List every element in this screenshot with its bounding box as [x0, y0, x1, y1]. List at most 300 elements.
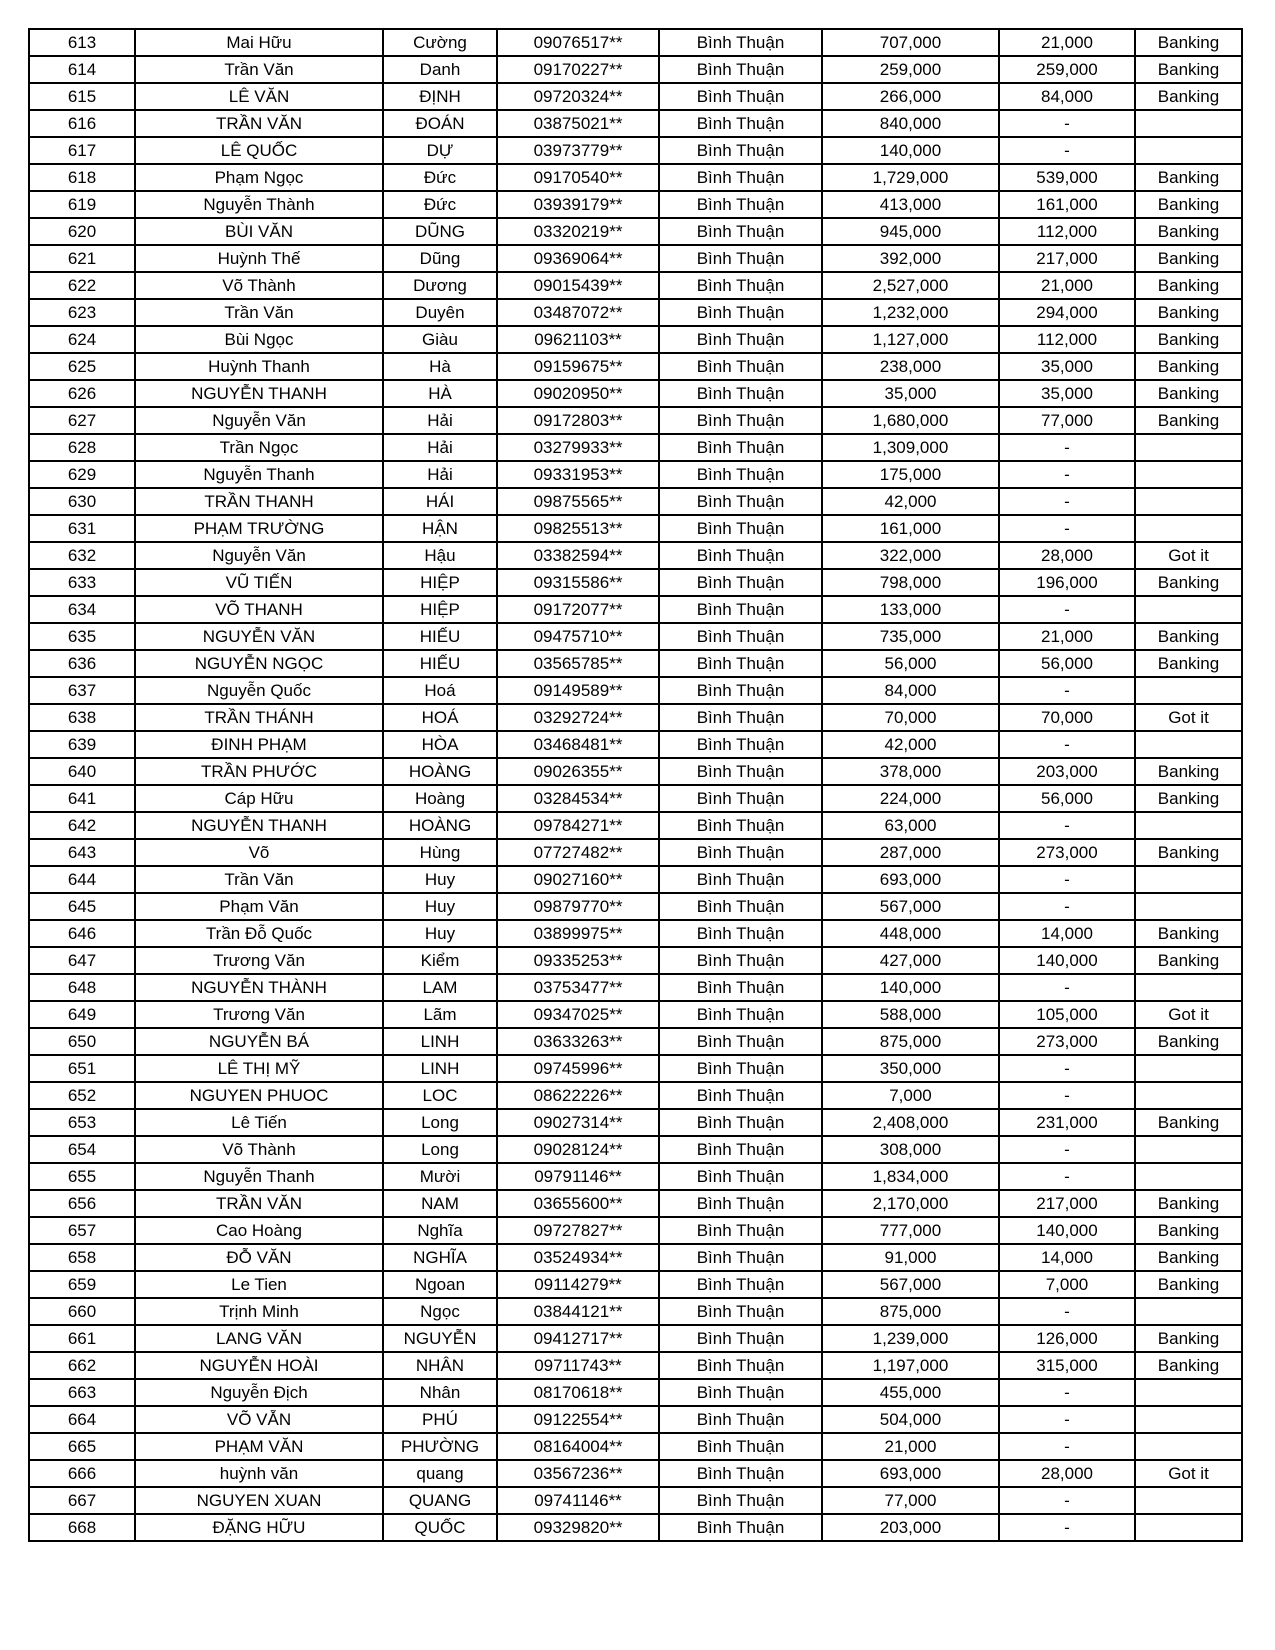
cell-phone: 09331953** — [497, 461, 659, 488]
cell-first-name: Nguyễn Văn — [135, 542, 383, 569]
cell-last-name: ĐỊNH — [383, 83, 497, 110]
cell-row-number: 663 — [29, 1379, 135, 1406]
cell-amount: 707,000 — [822, 29, 999, 56]
cell-first-name: VÕ THANH — [135, 596, 383, 623]
cell-phone: 03292724** — [497, 704, 659, 731]
table-row — [29, 299, 1242, 326]
cell-status: Banking — [1135, 1352, 1242, 1379]
cell-last-name: Mười — [383, 1163, 497, 1190]
cell-row-number: 651 — [29, 1055, 135, 1082]
cell-row-number: 618 — [29, 164, 135, 191]
table-row — [29, 1163, 1242, 1190]
cell-phone: 09170227** — [497, 56, 659, 83]
cell-status: Banking — [1135, 83, 1242, 110]
cell-row-number: 662 — [29, 1352, 135, 1379]
cell-amount: 7,000 — [822, 1082, 999, 1109]
cell-last-name: Huy — [383, 893, 497, 920]
cell-phone: 08622226** — [497, 1082, 659, 1109]
cell-amount: 56,000 — [822, 650, 999, 677]
cell-status — [1135, 1406, 1242, 1433]
table-row — [29, 110, 1242, 137]
cell-province: Bình Thuận — [659, 434, 822, 461]
cell-row-number: 628 — [29, 434, 135, 461]
cell-province: Bình Thuận — [659, 596, 822, 623]
cell-row-number: 621 — [29, 245, 135, 272]
cell-province: Bình Thuận — [659, 1001, 822, 1028]
table-row — [29, 434, 1242, 461]
cell-paid-amount: 126,000 — [999, 1325, 1135, 1352]
cell-first-name: LANG VĂN — [135, 1325, 383, 1352]
cell-phone: 07727482** — [497, 839, 659, 866]
cell-last-name: HẬN — [383, 515, 497, 542]
cell-first-name: NGUYỄN HOÀI — [135, 1352, 383, 1379]
cell-last-name: LOC — [383, 1082, 497, 1109]
cell-province: Bình Thuận — [659, 1460, 822, 1487]
cell-row-number: 660 — [29, 1298, 135, 1325]
cell-first-name: Bùi Ngọc — [135, 326, 383, 353]
cell-last-name: Hà — [383, 353, 497, 380]
cell-paid-amount: - — [999, 1163, 1135, 1190]
cell-amount: 693,000 — [822, 866, 999, 893]
cell-row-number: 619 — [29, 191, 135, 218]
cell-paid-amount: 259,000 — [999, 56, 1135, 83]
cell-status: Banking — [1135, 1028, 1242, 1055]
cell-last-name: HÒA — [383, 731, 497, 758]
cell-status: Banking — [1135, 326, 1242, 353]
table-row — [29, 839, 1242, 866]
cell-paid-amount: 203,000 — [999, 758, 1135, 785]
table-row — [29, 1109, 1242, 1136]
cell-row-number: 617 — [29, 137, 135, 164]
cell-first-name: PHẠM TRƯỜNG — [135, 515, 383, 542]
cell-last-name: NGHĨA — [383, 1244, 497, 1271]
table-row — [29, 1325, 1242, 1352]
cell-province: Bình Thuận — [659, 974, 822, 1001]
cell-amount: 63,000 — [822, 812, 999, 839]
cell-amount: 2,527,000 — [822, 272, 999, 299]
cell-province: Bình Thuận — [659, 1379, 822, 1406]
cell-phone: 03753477** — [497, 974, 659, 1001]
cell-status: Got it — [1135, 1460, 1242, 1487]
cell-amount: 287,000 — [822, 839, 999, 866]
cell-phone: 03468481** — [497, 731, 659, 758]
cell-paid-amount: 84,000 — [999, 83, 1135, 110]
cell-province: Bình Thuận — [659, 110, 822, 137]
cell-last-name: HIỆP — [383, 596, 497, 623]
cell-first-name: PHẠM VĂN — [135, 1433, 383, 1460]
cell-phone: 03320219** — [497, 218, 659, 245]
cell-amount: 2,170,000 — [822, 1190, 999, 1217]
table-row — [29, 731, 1242, 758]
cell-amount: 1,834,000 — [822, 1163, 999, 1190]
table-row — [29, 1055, 1242, 1082]
cell-phone: 03844121** — [497, 1298, 659, 1325]
cell-province: Bình Thuận — [659, 1433, 822, 1460]
cell-last-name: Hải — [383, 407, 497, 434]
cell-status: Banking — [1135, 407, 1242, 434]
cell-paid-amount: - — [999, 974, 1135, 1001]
cell-last-name: HOÀNG — [383, 758, 497, 785]
cell-amount: 140,000 — [822, 137, 999, 164]
table-row — [29, 920, 1242, 947]
cell-last-name: Long — [383, 1109, 497, 1136]
cell-paid-amount: 112,000 — [999, 326, 1135, 353]
cell-first-name: Trương Văn — [135, 1001, 383, 1028]
cell-paid-amount: - — [999, 110, 1135, 137]
cell-first-name: TRẦN THÁNH — [135, 704, 383, 731]
table-row — [29, 542, 1242, 569]
cell-phone: 09149589** — [497, 677, 659, 704]
cell-status: Banking — [1135, 569, 1242, 596]
cell-province: Bình Thuận — [659, 380, 822, 407]
cell-paid-amount: 273,000 — [999, 1028, 1135, 1055]
cell-amount: 42,000 — [822, 731, 999, 758]
payments-table — [28, 28, 1243, 1542]
table-row — [29, 353, 1242, 380]
cell-status — [1135, 1487, 1242, 1514]
cell-paid-amount: 217,000 — [999, 245, 1135, 272]
table-row — [29, 893, 1242, 920]
table-row — [29, 137, 1242, 164]
cell-phone: 03487072** — [497, 299, 659, 326]
cell-last-name: Dương — [383, 272, 497, 299]
cell-province: Bình Thuận — [659, 1190, 822, 1217]
cell-paid-amount: 21,000 — [999, 29, 1135, 56]
cell-province: Bình Thuận — [659, 1136, 822, 1163]
cell-status — [1135, 677, 1242, 704]
cell-last-name: Nhân — [383, 1379, 497, 1406]
table-row — [29, 461, 1242, 488]
cell-last-name: PHÚ — [383, 1406, 497, 1433]
cell-phone: 09727827** — [497, 1217, 659, 1244]
cell-amount: 21,000 — [822, 1433, 999, 1460]
cell-status — [1135, 974, 1242, 1001]
cell-amount: 392,000 — [822, 245, 999, 272]
cell-paid-amount: - — [999, 596, 1135, 623]
cell-last-name: Huy — [383, 920, 497, 947]
cell-amount: 84,000 — [822, 677, 999, 704]
cell-paid-amount: - — [999, 137, 1135, 164]
cell-first-name: Cáp Hữu — [135, 785, 383, 812]
cell-row-number: 629 — [29, 461, 135, 488]
cell-amount: 1,729,000 — [822, 164, 999, 191]
cell-paid-amount: - — [999, 1136, 1135, 1163]
cell-amount: 693,000 — [822, 1460, 999, 1487]
table-row — [29, 1136, 1242, 1163]
cell-last-name: HÀ — [383, 380, 497, 407]
cell-province: Bình Thuận — [659, 812, 822, 839]
cell-phone: 09020950** — [497, 380, 659, 407]
table-row — [29, 407, 1242, 434]
cell-last-name: Ngoan — [383, 1271, 497, 1298]
cell-phone: 09879770** — [497, 893, 659, 920]
cell-phone: 09711743** — [497, 1352, 659, 1379]
cell-status — [1135, 596, 1242, 623]
cell-row-number: 645 — [29, 893, 135, 920]
cell-first-name: BÙI VĂN — [135, 218, 383, 245]
cell-amount: 1,680,000 — [822, 407, 999, 434]
cell-status — [1135, 137, 1242, 164]
table-row — [29, 569, 1242, 596]
cell-row-number: 652 — [29, 1082, 135, 1109]
cell-phone: 09172077** — [497, 596, 659, 623]
cell-paid-amount: 35,000 — [999, 380, 1135, 407]
cell-status — [1135, 812, 1242, 839]
cell-status: Banking — [1135, 623, 1242, 650]
table-row — [29, 488, 1242, 515]
cell-status: Got it — [1135, 704, 1242, 731]
cell-first-name: Le Tien — [135, 1271, 383, 1298]
cell-first-name: ĐẶNG HỮU — [135, 1514, 383, 1541]
cell-province: Bình Thuận — [659, 839, 822, 866]
cell-last-name: DŨNG — [383, 218, 497, 245]
cell-last-name: Danh — [383, 56, 497, 83]
table-row — [29, 380, 1242, 407]
cell-paid-amount: - — [999, 1487, 1135, 1514]
cell-province: Bình Thuận — [659, 650, 822, 677]
cell-status: Banking — [1135, 272, 1242, 299]
cell-province: Bình Thuận — [659, 1487, 822, 1514]
cell-last-name: Đức — [383, 191, 497, 218]
cell-paid-amount: 217,000 — [999, 1190, 1135, 1217]
table-row — [29, 1271, 1242, 1298]
cell-amount: 140,000 — [822, 974, 999, 1001]
cell-phone: 03655600** — [497, 1190, 659, 1217]
cell-amount: 735,000 — [822, 623, 999, 650]
cell-paid-amount: - — [999, 731, 1135, 758]
cell-last-name: HIỆP — [383, 569, 497, 596]
cell-amount: 455,000 — [822, 1379, 999, 1406]
cell-status: Banking — [1135, 839, 1242, 866]
cell-row-number: 614 — [29, 56, 135, 83]
cell-first-name: TRẦN THANH — [135, 488, 383, 515]
cell-status: Banking — [1135, 1325, 1242, 1352]
table-row — [29, 677, 1242, 704]
cell-phone: 09347025** — [497, 1001, 659, 1028]
cell-amount: 161,000 — [822, 515, 999, 542]
cell-amount: 91,000 — [822, 1244, 999, 1271]
cell-first-name: Nguyễn Thanh — [135, 461, 383, 488]
cell-first-name: TRẦN VĂN — [135, 1190, 383, 1217]
table-row — [29, 326, 1242, 353]
cell-province: Bình Thuận — [659, 731, 822, 758]
table-row — [29, 1352, 1242, 1379]
cell-phone: 09172803** — [497, 407, 659, 434]
cell-row-number: 636 — [29, 650, 135, 677]
cell-first-name: Võ Thành — [135, 1136, 383, 1163]
cell-amount: 203,000 — [822, 1514, 999, 1541]
table-row — [29, 56, 1242, 83]
cell-amount: 308,000 — [822, 1136, 999, 1163]
cell-last-name: NAM — [383, 1190, 497, 1217]
cell-row-number: 616 — [29, 110, 135, 137]
cell-row-number: 641 — [29, 785, 135, 812]
cell-first-name: Trần Ngọc — [135, 434, 383, 461]
cell-row-number: 649 — [29, 1001, 135, 1028]
cell-status — [1135, 1514, 1242, 1541]
table-row — [29, 83, 1242, 110]
cell-status — [1135, 1082, 1242, 1109]
cell-amount: 1,232,000 — [822, 299, 999, 326]
cell-row-number: 644 — [29, 866, 135, 893]
cell-first-name: Nguyễn Địch — [135, 1379, 383, 1406]
cell-paid-amount: 196,000 — [999, 569, 1135, 596]
cell-last-name: Dũng — [383, 245, 497, 272]
cell-status: Banking — [1135, 1244, 1242, 1271]
cell-last-name: Hải — [383, 434, 497, 461]
cell-first-name: VŨ TIẾN — [135, 569, 383, 596]
cell-phone: 09114279** — [497, 1271, 659, 1298]
cell-amount: 504,000 — [822, 1406, 999, 1433]
cell-province: Bình Thuận — [659, 29, 822, 56]
cell-last-name: Hoá — [383, 677, 497, 704]
cell-phone: 09784271** — [497, 812, 659, 839]
cell-last-name: QUANG — [383, 1487, 497, 1514]
cell-last-name: Hải — [383, 461, 497, 488]
cell-row-number: 627 — [29, 407, 135, 434]
cell-phone: 08170618** — [497, 1379, 659, 1406]
cell-province: Bình Thuận — [659, 407, 822, 434]
table-row — [29, 1379, 1242, 1406]
cell-row-number: 648 — [29, 974, 135, 1001]
cell-amount: 77,000 — [822, 1487, 999, 1514]
cell-phone: 09791146** — [497, 1163, 659, 1190]
cell-last-name: Long — [383, 1136, 497, 1163]
cell-paid-amount: - — [999, 1055, 1135, 1082]
cell-amount: 875,000 — [822, 1028, 999, 1055]
table-row — [29, 245, 1242, 272]
cell-phone: 09315586** — [497, 569, 659, 596]
cell-phone: 09076517** — [497, 29, 659, 56]
cell-paid-amount: - — [999, 677, 1135, 704]
cell-phone: 09825513** — [497, 515, 659, 542]
cell-phone: 09170540** — [497, 164, 659, 191]
cell-first-name: Nguyễn Thành — [135, 191, 383, 218]
cell-paid-amount: - — [999, 488, 1135, 515]
cell-phone: 03382594** — [497, 542, 659, 569]
cell-province: Bình Thuận — [659, 542, 822, 569]
cell-phone: 09475710** — [497, 623, 659, 650]
cell-amount: 945,000 — [822, 218, 999, 245]
cell-first-name: huỳnh văn — [135, 1460, 383, 1487]
cell-paid-amount: 315,000 — [999, 1352, 1135, 1379]
cell-province: Bình Thuận — [659, 218, 822, 245]
cell-phone: 09026355** — [497, 758, 659, 785]
cell-row-number: 631 — [29, 515, 135, 542]
cell-status — [1135, 488, 1242, 515]
cell-row-number: 630 — [29, 488, 135, 515]
cell-province: Bình Thuận — [659, 1406, 822, 1433]
cell-paid-amount: 14,000 — [999, 1244, 1135, 1271]
cell-row-number: 635 — [29, 623, 135, 650]
cell-status: Banking — [1135, 758, 1242, 785]
cell-row-number: 650 — [29, 1028, 135, 1055]
cell-phone: 03284534** — [497, 785, 659, 812]
cell-first-name: NGUYỄN THANH — [135, 812, 383, 839]
cell-first-name: Trần Văn — [135, 866, 383, 893]
cell-phone: 09027160** — [497, 866, 659, 893]
cell-first-name: TRẦN VĂN — [135, 110, 383, 137]
cell-province: Bình Thuận — [659, 1325, 822, 1352]
cell-province: Bình Thuận — [659, 1028, 822, 1055]
cell-last-name: Giàu — [383, 326, 497, 353]
cell-last-name: Huy — [383, 866, 497, 893]
cell-paid-amount: 105,000 — [999, 1001, 1135, 1028]
cell-province: Bình Thuận — [659, 1352, 822, 1379]
table-row — [29, 623, 1242, 650]
cell-row-number: 637 — [29, 677, 135, 704]
cell-first-name: Phạm Ngọc — [135, 164, 383, 191]
cell-row-number: 613 — [29, 29, 135, 56]
cell-status: Banking — [1135, 29, 1242, 56]
cell-first-name: Huỳnh Thế — [135, 245, 383, 272]
cell-status — [1135, 1055, 1242, 1082]
cell-last-name: PHƯỜNG — [383, 1433, 497, 1460]
cell-status — [1135, 866, 1242, 893]
cell-last-name: LINH — [383, 1055, 497, 1082]
cell-province: Bình Thuận — [659, 137, 822, 164]
cell-paid-amount: 56,000 — [999, 650, 1135, 677]
cell-row-number: 634 — [29, 596, 135, 623]
cell-status: Banking — [1135, 299, 1242, 326]
cell-row-number: 624 — [29, 326, 135, 353]
cell-province: Bình Thuận — [659, 704, 822, 731]
cell-first-name: Nguyễn Quốc — [135, 677, 383, 704]
cell-first-name: NGUYEN PHUOC — [135, 1082, 383, 1109]
cell-amount: 350,000 — [822, 1055, 999, 1082]
cell-phone: 03567236** — [497, 1460, 659, 1487]
cell-province: Bình Thuận — [659, 758, 822, 785]
cell-province: Bình Thuận — [659, 299, 822, 326]
cell-amount: 259,000 — [822, 56, 999, 83]
cell-last-name: LINH — [383, 1028, 497, 1055]
cell-phone: 09329820** — [497, 1514, 659, 1541]
cell-status — [1135, 1136, 1242, 1163]
cell-paid-amount: 112,000 — [999, 218, 1135, 245]
cell-amount: 777,000 — [822, 1217, 999, 1244]
cell-phone: 09741146** — [497, 1487, 659, 1514]
table-row — [29, 866, 1242, 893]
cell-province: Bình Thuận — [659, 56, 822, 83]
cell-row-number: 661 — [29, 1325, 135, 1352]
cell-status: Banking — [1135, 947, 1242, 974]
cell-province: Bình Thuận — [659, 83, 822, 110]
cell-paid-amount: - — [999, 461, 1135, 488]
cell-province: Bình Thuận — [659, 1271, 822, 1298]
cell-first-name: Nguyễn Văn — [135, 407, 383, 434]
table-row — [29, 596, 1242, 623]
table-row — [29, 1406, 1242, 1433]
cell-province: Bình Thuận — [659, 1514, 822, 1541]
cell-paid-amount: - — [999, 515, 1135, 542]
cell-paid-amount: 35,000 — [999, 353, 1135, 380]
cell-paid-amount: - — [999, 866, 1135, 893]
cell-phone: 09369064** — [497, 245, 659, 272]
cell-row-number: 655 — [29, 1163, 135, 1190]
cell-status: Banking — [1135, 218, 1242, 245]
table-row — [29, 1460, 1242, 1487]
cell-amount: 1,127,000 — [822, 326, 999, 353]
cell-province: Bình Thuận — [659, 488, 822, 515]
cell-row-number: 622 — [29, 272, 135, 299]
cell-last-name: HIẾU — [383, 650, 497, 677]
cell-paid-amount: 56,000 — [999, 785, 1135, 812]
cell-amount: 875,000 — [822, 1298, 999, 1325]
cell-first-name: Võ Thành — [135, 272, 383, 299]
table-row — [29, 1217, 1242, 1244]
cell-status: Banking — [1135, 1190, 1242, 1217]
cell-row-number: 623 — [29, 299, 135, 326]
